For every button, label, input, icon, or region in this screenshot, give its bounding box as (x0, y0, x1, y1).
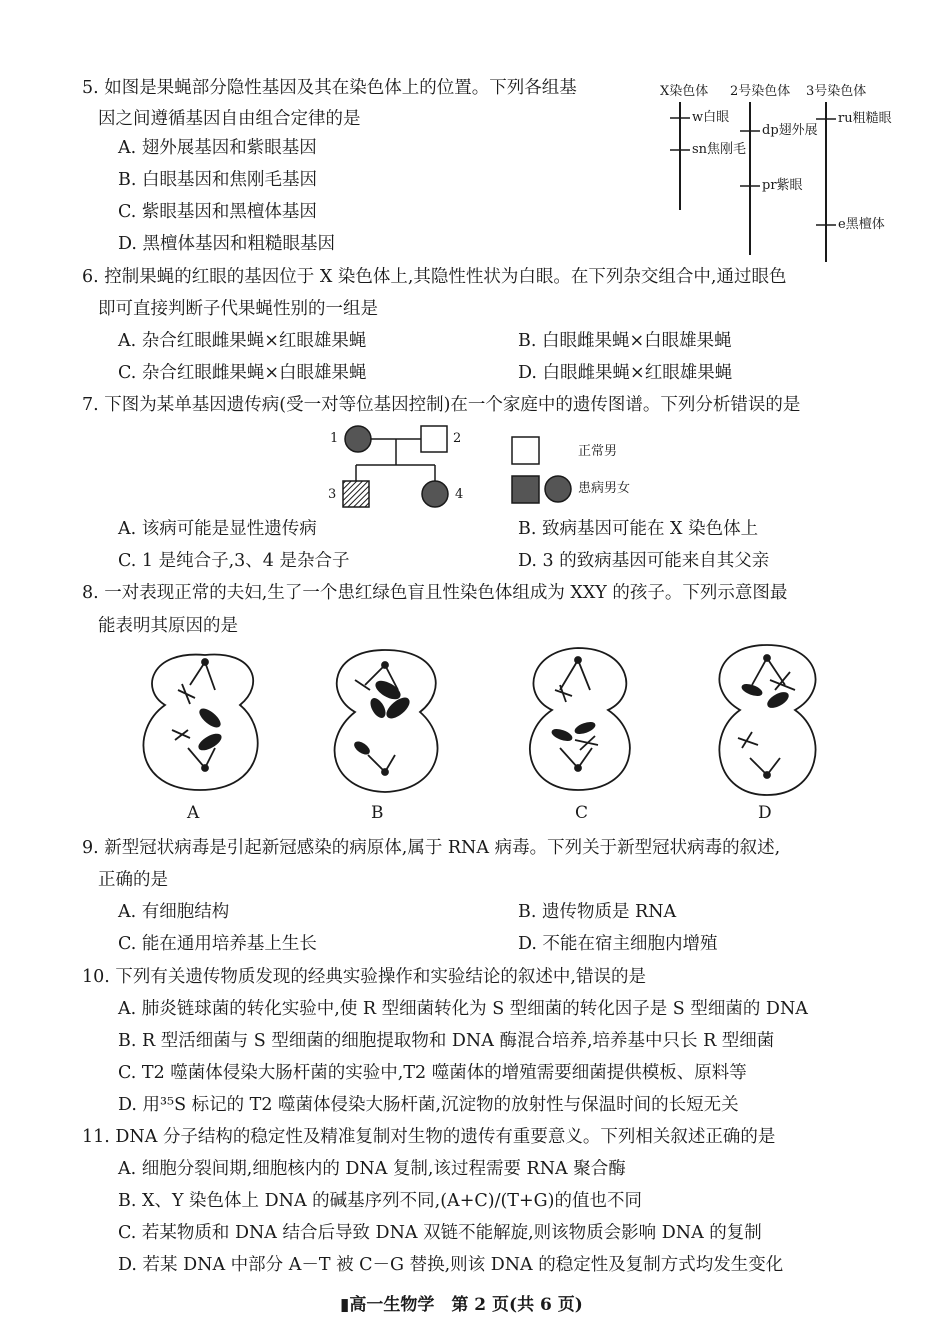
q7-option-c: C. 1 是纯合子,3、4 是杂合子 (118, 551, 350, 571)
q9-option-a: A. 有细胞结构 (118, 902, 230, 922)
legend-affected: 患病男女 (578, 481, 631, 496)
q6-option-a: A. 杂合红眼雌果蝇×红眼雄果蝇 (118, 331, 367, 351)
q11-stem: 11. DNA 分子结构的稳定性及精准复制对生物的遗传有重要意义。下列相关叙述正确的是 (82, 1127, 776, 1147)
cell-c (530, 648, 630, 790)
cell-label-d: D (758, 803, 772, 823)
q10-option-c: C. T2 噬菌体侵染大肠杆菌的实验中,T2 噬菌体的增殖需要细菌提供模板、原料等 (118, 1063, 747, 1083)
q7-option-b: B. 致病基因可能在 X 染色体上 (518, 519, 759, 539)
q10-stem: 10. 下列有关遗传物质发现的经典实验操作和实验结论的叙述中,错误的是 (82, 967, 646, 987)
q6-stem-line2: 即可直接判断子代果蝇性别的一组是 (98, 299, 378, 319)
q6-option-d: D. 白眼雌果蝇×红眼雄果蝇 (518, 363, 733, 383)
q5-stem-line2: 因之间遵循基因自由组合定律的是 (98, 109, 361, 129)
gene-pr: pr紫眼 (762, 178, 803, 193)
gene-ru: ru粗糙眼 (838, 111, 892, 126)
page-footer: ▮高一生物学 第 2 页(共 6 页) (340, 1295, 583, 1315)
cell-label-b: B (371, 803, 384, 823)
cell-label-a: A (187, 803, 200, 823)
q9-stem-line2: 正确的是 (98, 870, 168, 890)
q5-option-a: A. 翅外展基因和紫眼基因 (118, 138, 317, 158)
cell-label-c: C (575, 803, 589, 823)
q9-option-d: D. 不能在宿主细胞内增殖 (518, 934, 718, 954)
pedigree-id-2: 2 (453, 431, 462, 446)
q6-option-c: C. 杂合红眼雌果蝇×白眼雄果蝇 (118, 363, 367, 383)
legend-normal: 正常男 (578, 444, 618, 459)
q10-option-b: B. R 型活细菌与 S 型细菌的细胞提取物和 DNA 酶混合培养,培养基中只长 R 型细菌 (118, 1031, 775, 1051)
q6-option-b: B. 白眼雌果蝇×白眼雄果蝇 (518, 331, 732, 351)
q8-stem-line2: 能表明其原因的是 (98, 616, 238, 636)
q5-stem-line1: 5. 如图是果蝇部分隐性基因及其在染色体上的位置。下列各组基 (82, 78, 577, 98)
pedigree-id-3: 3 (328, 487, 337, 502)
pedigree-id-4: 4 (455, 487, 464, 502)
cell-d (719, 645, 815, 795)
q5-option-b: B. 白眼基因和焦刚毛基因 (118, 170, 317, 190)
gene-e: e黑檀体 (838, 217, 885, 232)
q10-option-d: D. 用³⁵S 标记的 T2 噬菌体侵染大肠杆菌,沉淀物的放射性与保温时间的长短无关 (118, 1095, 739, 1115)
gene-dp: dp翅外展 (762, 123, 818, 138)
cell-a (143, 655, 257, 790)
q9-stem-line1: 9. 新型冠状病毒是引起新冠感染的病原体,属于 RNA 病毒。下列关于新型冠状病毒的叙述, (82, 838, 781, 858)
pedigree-id-1: 1 (330, 431, 339, 446)
chromosome-2-label: 2号染色体 (730, 84, 791, 99)
q11-option-c: C. 若某物质和 DNA 结合后导致 DNA 双链不能解旋,则该物质会影响 DNA 的复制 (118, 1223, 762, 1243)
q6-stem-line1: 6. 控制果蝇的红眼的基因位于 X 染色体上,其隐性性状为白眼。在下列杂交组合中,通过眼色 (82, 267, 787, 287)
q10-option-a: A. 肺炎链球菌的转化实验中,使 R 型细菌转化为 S 型细菌的转化因子是 S 型细菌的 DNA (118, 999, 808, 1019)
q11-option-b: B. X、Y 染色体上 DNA 的碱基序列不同,(A+C)/(T+G)的值也不同 (118, 1191, 642, 1211)
gene-w: w白眼 (692, 110, 730, 125)
q7-option-d: D. 3 的致病基因可能来自其父亲 (518, 551, 770, 571)
cell-b (335, 650, 438, 792)
q5-option-c: C. 紫眼基因和黑檀体基因 (118, 202, 317, 222)
q8-stem-line1: 8. 一对表现正常的夫妇,生了一个患红绿色盲且性染色体组成为 XXY 的孩子。下列示意图最 (82, 583, 788, 603)
gene-sn: sn焦刚毛 (692, 142, 747, 157)
chromosome-3-label: 3号染色体 (806, 84, 867, 99)
q7-stem: 7. 下图为某单基因遗传病(受一对等位基因控制)在一个家庭中的遗传图谱。下列分析错误的是 (82, 395, 801, 415)
q9-option-c: C. 能在通用培养基上生长 (118, 934, 317, 954)
q11-option-a: A. 细胞分裂间期,细胞核内的 DNA 复制,该过程需要 RNA 聚合酶 (118, 1159, 626, 1179)
q7-option-a: A. 该病可能是显性遗传病 (118, 519, 317, 539)
q11-option-d: D. 若某 DNA 中部分 A－T 被 C－G 替换,则该 DNA 的稳定性及复制方式均发生变化 (118, 1255, 784, 1275)
q5-option-d: D. 黑檀体基因和粗糙眼基因 (118, 234, 336, 254)
x-chromosome-label: X染色体 (660, 84, 709, 99)
q9-option-b: B. 遗传物质是 RNA (518, 902, 677, 922)
